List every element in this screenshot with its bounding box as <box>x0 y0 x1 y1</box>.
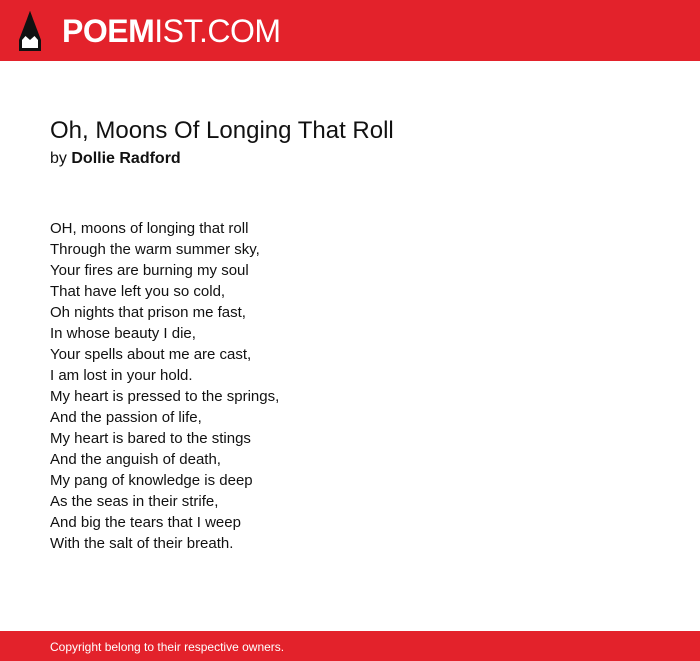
pencil-tip-icon[interactable] <box>17 10 43 52</box>
poem-line: My pang of knowledge is deep <box>50 472 253 489</box>
site-footer <box>0 631 700 661</box>
logo-bold-text: POEM <box>62 13 155 49</box>
logo-light-text: IST.COM <box>154 13 281 49</box>
poem-line: My heart is bared to the stings <box>50 430 251 447</box>
copyright-notice: Copyright belong to their respective owners. <box>50 640 285 654</box>
poem-line: I am lost in your hold. <box>50 367 193 384</box>
poem-line: And the passion of life, <box>50 409 202 426</box>
poem-line: My heart is pressed to the springs, <box>50 388 280 405</box>
poem-line: As the seas in their strife, <box>50 493 219 510</box>
poem-byline <box>50 148 181 170</box>
poem-line: OH, moons of longing that roll <box>50 220 249 237</box>
poem-author: Dollie Radford <box>71 150 181 167</box>
site-header <box>0 0 700 61</box>
poem-line: With the salt of their breath. <box>50 535 234 552</box>
poem-line: Oh nights that prison me fast, <box>50 304 246 321</box>
poem-body <box>50 218 279 554</box>
poem-line: And big the tears that I weep <box>50 514 241 531</box>
poem-line: Your fires are burning my soul <box>50 262 249 279</box>
poem-line: In whose beauty I die, <box>50 325 196 342</box>
poem-line: That have left you so cold, <box>50 283 226 300</box>
poem-line: Your spells about me are cast, <box>50 346 252 363</box>
poem-line: And the anguish of death, <box>50 451 221 468</box>
poem-title: Oh, Moons Of Longing That Roll <box>50 117 394 144</box>
poem-line: Through the warm summer sky, <box>50 241 260 258</box>
byline-prefix: by <box>50 150 67 167</box>
site-logo[interactable] <box>62 12 281 50</box>
